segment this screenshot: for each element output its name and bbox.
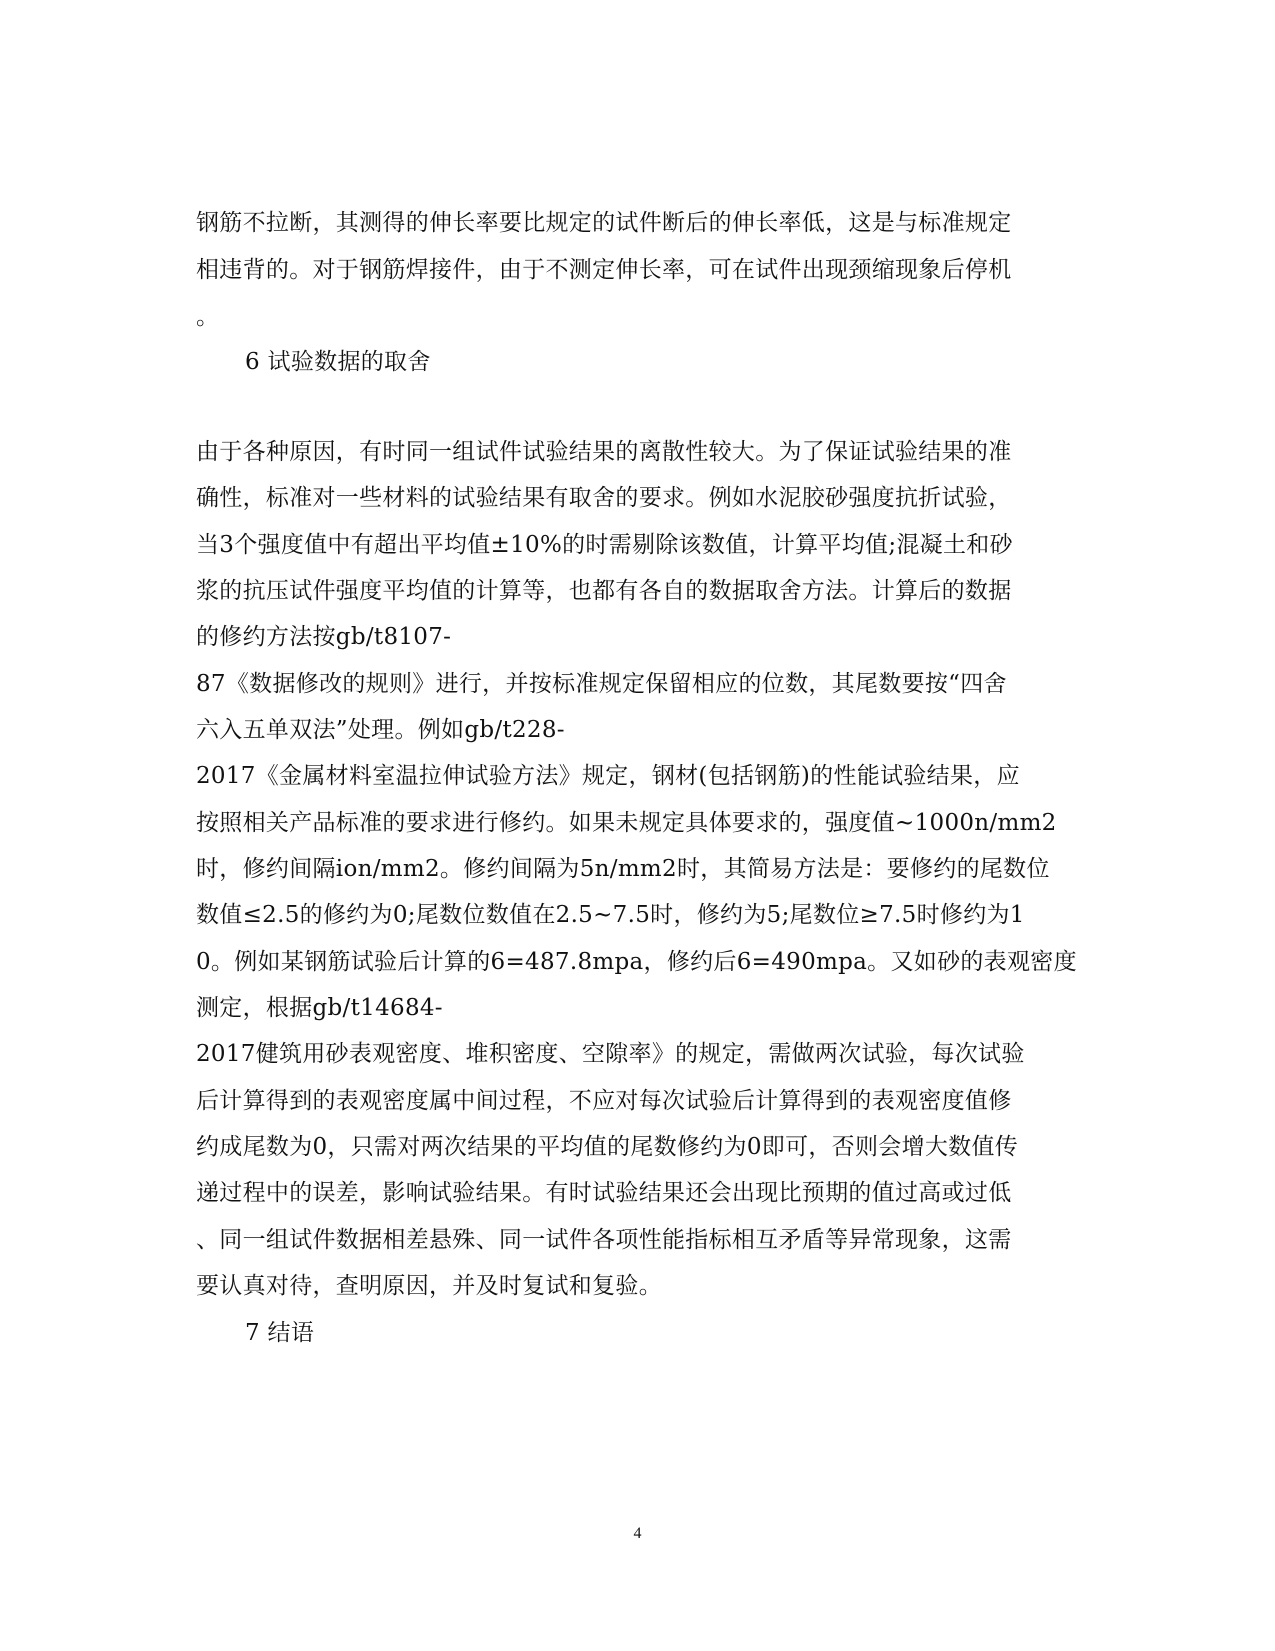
paragraph-line: 0。例如某钢筋试验后计算的6=487.8mpa，修约后6=490mpa。又如砂的表观密度: [196, 949, 1077, 975]
paragraph-line: 87《数据修改的规则》进行，并按标准规定保留相应的位数，其尾数要按“四舍: [196, 671, 1007, 697]
page-number: 4: [633, 1525, 642, 1542]
paragraph-line: 六入五单双法”处理。例如gb/t228-: [196, 717, 565, 743]
paragraph-line: 测定，根据gb/t14684-: [196, 995, 443, 1021]
paragraph-line: 确性，标准对一些材料的试验结果有取舍的要求。例如水泥胶砂强度抗折试验，: [196, 485, 1012, 511]
paragraph-line: 、同一组试件数据相差悬殊、同一试件各项性能指标相互矛盾等异常现象，这需: [196, 1227, 1012, 1253]
paragraph-line: 当3个强度值中有超出平均值±10%的时需剔除该数值，计算平均值;混凝土和砂: [196, 532, 1013, 558]
paragraph-line: 由于各种原因，有时同一组试件试验结果的离散性较大。为了保证试验结果的准: [196, 439, 1012, 465]
paragraph-line: 2017《金属材料室温拉伸试验方法》规定，钢材(包括钢筋)的性能试验结果，应: [196, 763, 1020, 789]
paragraph-line: 要认真对待，查明原因，并及时复试和复验。: [196, 1273, 662, 1299]
paragraph-line: 浆的抗压试件强度平均值的计算等，也都有各自的数据取舍方法。计算后的数据: [196, 578, 1012, 604]
paragraph-line: 数值≤2.5的修约为0;尾数位数值在2.5~7.5时，修约为5;尾数位≥7.5时修约为1: [196, 902, 1025, 928]
paragraph-line: 。: [196, 304, 220, 330]
paragraph-line: 的修约方法按gb/t8107-: [196, 624, 452, 650]
section-heading: 7 结语: [245, 1320, 315, 1346]
paragraph-line: 后计算得到的表观密度属中间过程，不应对每次试验后计算得到的表观密度值修: [196, 1088, 1012, 1114]
section-heading: 6 试验数据的取舍: [245, 349, 431, 375]
paragraph-line: 递过程中的误差，影响试验结果。有时试验结果还会出现比预期的值过高或过低: [196, 1180, 1012, 1206]
paragraph-line: 钢筋不拉断，其测得的伸长率要比规定的试件断后的伸长率低，这是与标准规定: [196, 210, 1012, 236]
paragraph-line: 2017健筑用砂表观密度、堆积密度、空隙率》的规定，需做两次试验，每次试验: [196, 1041, 1025, 1067]
paragraph-line: 相违背的。对于钢筋焊接件，由于不测定伸长率，可在试件出现颈缩现象后停机: [196, 257, 1012, 283]
paragraph-line: 时，修约间隔ion/mm2。修约间隔为5n/mm2时，其简易方法是：要修约的尾数位: [196, 856, 1050, 882]
paragraph-line: 约成尾数为0，只需对两次结果的平均值的尾数修约为0即可，否则会增大数值传: [196, 1134, 1019, 1160]
paragraph-line: 按照相关产品标准的要求进行修约。如果未规定具体要求的，强度值~1000n/mm2: [196, 810, 1057, 836]
